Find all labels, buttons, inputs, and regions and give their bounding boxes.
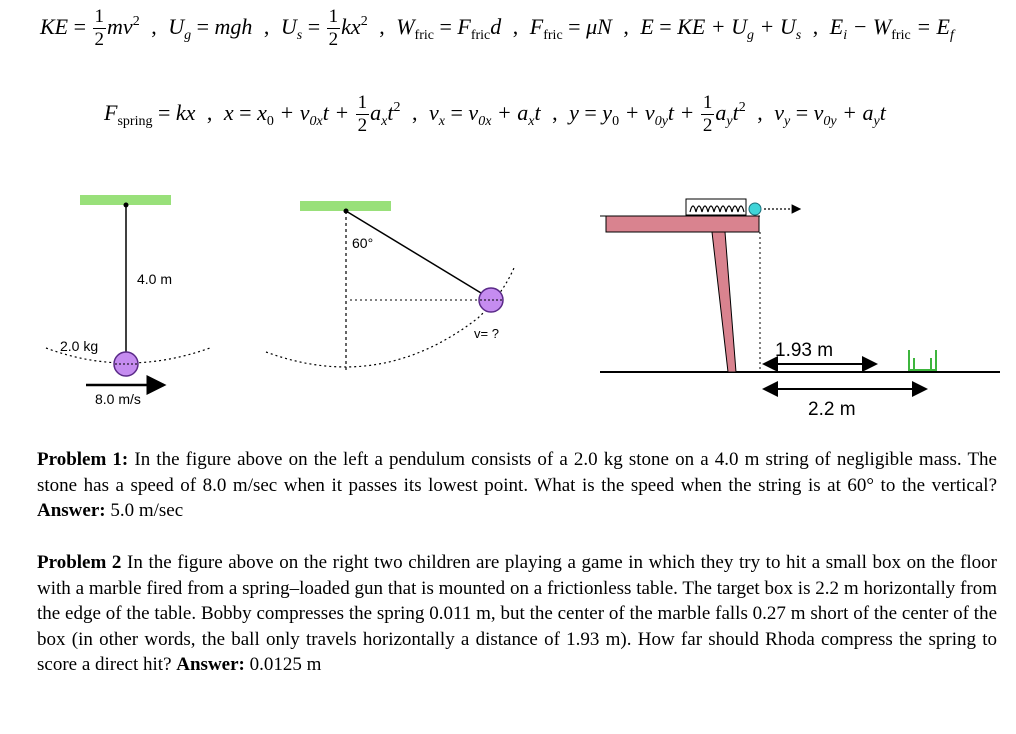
y-equation: $y = y_0 + v_{0y}t$ + $\frac{1}{2}$ $a_yt^2$ bbox=[569, 92, 746, 136]
y-frac-den: 2 bbox=[702, 115, 713, 136]
y-sub-a: 0 bbox=[612, 113, 620, 129]
target-box bbox=[909, 350, 936, 370]
problem-2 bbox=[37, 550, 997, 678]
x-frac-den: 2 bbox=[357, 115, 368, 136]
vy-sub-b: y bbox=[873, 113, 880, 129]
target-distance-label: 2.2 m bbox=[808, 399, 856, 420]
pendulum-1-speed-label: 8.0 m/s bbox=[95, 391, 141, 407]
ke-rhs: mv bbox=[107, 13, 133, 39]
energy-equation: E = KE + $U_g + U_s$ bbox=[640, 13, 802, 43]
balance-e-sub: f bbox=[949, 27, 954, 43]
ug-rhs: mgh bbox=[214, 13, 253, 39]
problem-1-answer-label: Answer: bbox=[37, 500, 106, 521]
vx-sub-a: 0x bbox=[478, 113, 492, 129]
us-frac-den: 2 bbox=[328, 29, 339, 50]
y-lhs: y bbox=[569, 99, 579, 125]
us-sub: s bbox=[296, 27, 303, 43]
x-t2: t bbox=[387, 99, 394, 125]
problem-1-label: Problem 1: bbox=[37, 449, 129, 470]
energy-rhs: KE + U bbox=[677, 13, 748, 39]
fspring-lhs: F bbox=[104, 99, 118, 125]
x-equation: $x = x_0 + v_{0x}t$ + $\frac{1}{2}$ $a_xt^2$ bbox=[223, 92, 401, 136]
vx-rhs-a: v bbox=[468, 99, 479, 125]
ke-fraction bbox=[93, 6, 107, 51]
ffric-sub: fric bbox=[543, 27, 563, 43]
fspring-equation: $F_{spring}$ = kx bbox=[104, 99, 196, 129]
pendulum-1-mass-label: 2.0 kg bbox=[60, 338, 99, 354]
y-exp: 2 bbox=[738, 99, 746, 115]
physics-figure bbox=[0, 180, 1016, 430]
pendulum-2 bbox=[266, 201, 514, 370]
wfric-rhs-sub: fric bbox=[470, 27, 491, 43]
y-rhs-a: y bbox=[602, 99, 613, 125]
vy-sub: y bbox=[783, 113, 791, 129]
x-rhs-a: x bbox=[257, 99, 267, 125]
x-frac-num: 1 bbox=[357, 92, 368, 113]
problem-2-answer: 0.0125 m bbox=[244, 654, 322, 675]
problem-2-label: Problem 2 bbox=[37, 552, 122, 573]
y-t2: t bbox=[732, 99, 739, 125]
ffric-lhs: F bbox=[529, 13, 544, 39]
ke-frac-den: 2 bbox=[94, 29, 105, 50]
wfric-rhs-tail: d bbox=[490, 13, 502, 39]
x-sub-a: 0 bbox=[266, 113, 274, 129]
pendulum-2-stone bbox=[479, 288, 503, 312]
launcher-setup bbox=[600, 199, 1000, 420]
y-frac-num: 1 bbox=[702, 92, 713, 113]
balance-eq: = E bbox=[910, 13, 950, 39]
vx-lhs: v bbox=[429, 99, 439, 125]
balance-minus: − W bbox=[847, 13, 892, 39]
wfric-rhs: F bbox=[457, 13, 471, 39]
balance-a-sub: i bbox=[843, 27, 848, 43]
y-sub-c: y bbox=[726, 113, 733, 129]
ke-frac-num: 1 bbox=[94, 6, 105, 27]
fspring-rhs: kx bbox=[175, 99, 196, 125]
y-fraction bbox=[701, 92, 715, 137]
ffric-equation: $F_{fric} = \mu N$ bbox=[529, 13, 612, 43]
us-exp: 2 bbox=[360, 13, 368, 29]
ke-lhs: KE bbox=[40, 13, 69, 39]
y-sub-b: 0y bbox=[654, 113, 668, 129]
balance-a: E bbox=[829, 13, 844, 39]
equation-line-2: $F_{spring}$ = kx , $x = x_0 + v_{0x}t$ + $\frac{1}{2}$ $a_xt^2$ , $v_x = v_{0x} + a_xt$ , $y = y_0 + v_{0y}t$ + $\frac{1}{2}$ $a_yt^2$ , $v_y = v_{0y} + a_yt$ bbox=[104, 92, 886, 136]
problem-1 bbox=[37, 447, 997, 524]
energy-sub1: g bbox=[747, 27, 755, 43]
x-sub-b: 0x bbox=[309, 113, 323, 129]
vy-sub-a: 0y bbox=[823, 113, 837, 129]
vy-lhs: v bbox=[774, 99, 784, 125]
us-rhs: kx bbox=[341, 13, 361, 39]
table-top bbox=[606, 216, 759, 232]
wfric-sub: fric bbox=[414, 27, 434, 43]
x-t1: t + bbox=[322, 99, 355, 125]
ffric-rhs: μN bbox=[586, 13, 612, 39]
x-plus: + v bbox=[273, 99, 310, 125]
energy-lhs: E bbox=[640, 13, 654, 39]
x-lhs: x bbox=[223, 99, 234, 125]
us-lhs: U bbox=[280, 13, 297, 39]
pendulum-2-arc bbox=[266, 268, 514, 367]
vx-sub: x bbox=[438, 113, 445, 129]
pendulum-1 bbox=[46, 195, 210, 407]
vx-t: t bbox=[534, 99, 541, 125]
short-distance-label: 1.93 m bbox=[775, 340, 834, 361]
vy-equation: $v_y = v_{0y} + a_yt$ bbox=[774, 99, 886, 129]
y-a: a bbox=[715, 99, 727, 125]
pendulum-2-velocity-label: v= ? bbox=[474, 326, 499, 341]
vy-rhs-a: v bbox=[813, 99, 824, 125]
problem-2-answer-label: Answer: bbox=[176, 654, 245, 675]
energy-mid: + U bbox=[754, 13, 796, 39]
ug-sub: g bbox=[184, 27, 192, 43]
balance-w-sub: fric bbox=[891, 27, 911, 43]
x-fraction bbox=[356, 92, 370, 137]
x-exp: 2 bbox=[393, 99, 401, 115]
fspring-sub: spring bbox=[117, 113, 153, 129]
x-sub-c: x bbox=[381, 113, 388, 129]
vx-equation: $v_x = v_{0x} + a_xt$ bbox=[429, 99, 541, 129]
ke-equation: KE = $\frac{1}{2}$ $mv^2$ bbox=[40, 6, 140, 50]
vx-sub-b: x bbox=[528, 113, 535, 129]
table-leg bbox=[712, 232, 736, 372]
equation-line-1: KE = $\frac{1}{2}$ $mv^2$ , $U_g$ = mgh , $U_s$ = $\frac{1}{2}$ $kx^2$ , $W_{fric} = F_{fric}d$ , $F_{fric} = \mu N$ , E = KE + $U_g + U_s$ , $E_i - W_{fric} = E_f$ bbox=[40, 6, 954, 50]
y-t1: t + bbox=[667, 99, 700, 125]
pendulum-1-stone bbox=[114, 352, 138, 376]
problem-1-answer: 5.0 m/sec bbox=[105, 500, 184, 521]
us-frac-num: 1 bbox=[328, 6, 339, 27]
pendulum-2-angle-label: 60° bbox=[352, 235, 374, 251]
wfric-equation: $W_{fric} = F_{fric}d$ bbox=[396, 13, 502, 43]
balance-equation bbox=[829, 13, 954, 43]
ug-lhs: U bbox=[168, 13, 185, 39]
pendulum-2-string bbox=[346, 211, 486, 296]
ug-equation: $U_g$ = mgh bbox=[168, 13, 253, 43]
problem-1-text: In the figure above on the left a pendulum consists of a 2.0 kg stone on a 4.0 m string of negligible mass. The stone has a speed of 8.0 m/sec when it passes its lowest point. What is the speed when the string is at 60° to the vertical? bbox=[37, 449, 997, 496]
vx-plus: + a bbox=[491, 99, 529, 125]
y-plus: + v bbox=[619, 99, 655, 125]
us-fraction bbox=[327, 6, 341, 51]
vy-t: t bbox=[879, 99, 886, 125]
pendulum-1-length-label: 4.0 m bbox=[137, 271, 173, 287]
wfric-lhs: W bbox=[396, 13, 415, 39]
problem-2-text: In the figure above on the right two children are playing a game in which they try to hit a small box on the floor with a marble fired from a spring–loaded gun that is mounted on a frictionless table. The target box is 2.2 m horizontally from the edge of the table. Bobby compresses the spring 0.011 m, but the center of the marble falls 0.27 m short of the center of the box (in other words, the ball only travels horizontally a distance of 1.93 m). How far should Rhoda compress the spring to score a direct hit? bbox=[37, 552, 997, 675]
us-equation: $U_s$ = $\frac{1}{2}$ $kx^2$ bbox=[280, 6, 368, 50]
vy-plus: + a bbox=[836, 99, 874, 125]
ke-exp: 2 bbox=[132, 13, 140, 29]
marble bbox=[749, 203, 761, 215]
energy-sub2: s bbox=[795, 27, 802, 43]
x-a: a bbox=[370, 99, 382, 125]
